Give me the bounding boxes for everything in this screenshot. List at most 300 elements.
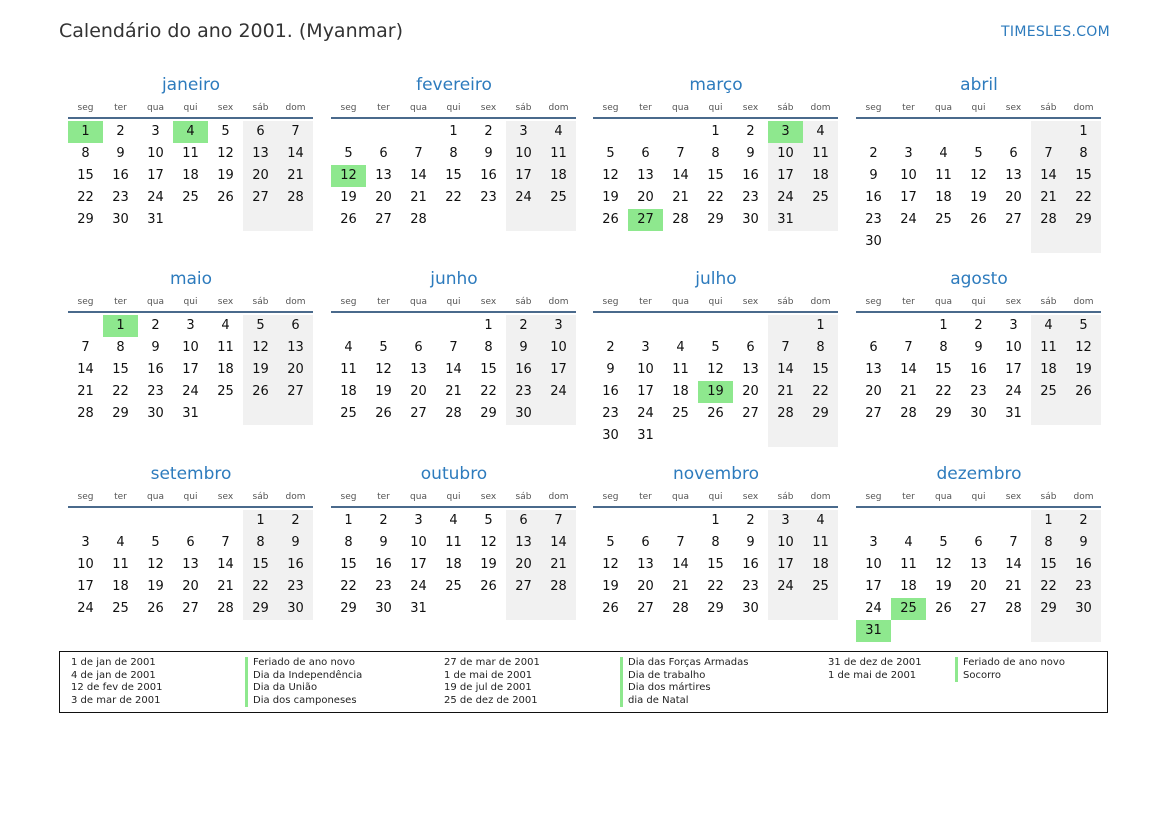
- day-cell: 9: [116, 146, 125, 161]
- day-cell: 27: [410, 406, 427, 421]
- day-cell: 4: [816, 513, 825, 528]
- weekday-label: ter: [114, 492, 127, 502]
- day-cell: 1: [484, 318, 493, 333]
- legend-names-col-3: [955, 657, 1065, 682]
- day-cell: 27: [375, 212, 392, 227]
- day-cell: 23: [112, 190, 129, 205]
- day-cell: 13: [252, 146, 269, 161]
- weekday-label: sáb: [515, 297, 532, 307]
- day-cell: 17: [777, 557, 794, 572]
- day-cell: 22: [340, 579, 357, 594]
- day-cell: 27: [865, 406, 882, 421]
- weekday-label: qui: [971, 297, 986, 307]
- weekday-label: seg: [77, 297, 94, 307]
- weekday-label: qui: [708, 297, 723, 307]
- weekday-label: qua: [935, 297, 952, 307]
- month-name: novembro: [672, 464, 760, 484]
- day-cell: 7: [781, 340, 790, 355]
- day-cell: 4: [344, 340, 353, 355]
- day-cell: 1: [1044, 513, 1053, 528]
- day-cell: 4: [676, 340, 685, 355]
- day-cell: 13: [515, 535, 532, 550]
- month-name: julho: [695, 269, 737, 289]
- day-cell: 9: [746, 535, 755, 550]
- day-cell: 18: [900, 579, 917, 594]
- day-cell: 25: [112, 601, 129, 616]
- day-cell: 11: [672, 362, 689, 377]
- day-cell: 8: [256, 535, 265, 550]
- weekday-label: qui: [708, 492, 723, 502]
- day-cell: 14: [77, 362, 94, 377]
- day-cell: 6: [519, 513, 528, 528]
- day-cell: 21: [287, 168, 304, 183]
- day-cell: 17: [147, 168, 164, 183]
- day-cell: 10: [1005, 340, 1022, 355]
- day-cell: 8: [484, 340, 493, 355]
- weekday-label: qua: [410, 297, 427, 307]
- day-cell: 20: [1005, 190, 1022, 205]
- day-cell: 20: [515, 557, 532, 572]
- weekday-label: seg: [865, 103, 882, 113]
- day-cell: 6: [291, 318, 300, 333]
- weekday-label: sex: [217, 297, 234, 307]
- day-cell: 9: [379, 535, 388, 550]
- day-cell: 8: [711, 146, 720, 161]
- day-cell: 29: [112, 406, 129, 421]
- day-cell: 4: [116, 535, 125, 550]
- day-cell: 22: [707, 190, 724, 205]
- day-cell: 15: [77, 168, 94, 183]
- day-cell: 2: [291, 513, 300, 528]
- day-cell: 28: [217, 601, 234, 616]
- day-cell: 13: [742, 362, 759, 377]
- day-cell: 22: [252, 579, 269, 594]
- day-cell: 27: [970, 601, 987, 616]
- day-cell: 21: [217, 579, 234, 594]
- day-cell: 17: [550, 362, 567, 377]
- day-cell: 11: [935, 168, 952, 183]
- day-cell: 23: [515, 384, 532, 399]
- day-cell: 15: [445, 168, 462, 183]
- day-cell: 26: [217, 190, 234, 205]
- day-cell: 19: [340, 190, 357, 205]
- legend-holiday-name: Dia de trabalho: [620, 670, 748, 683]
- weekday-label: qua: [935, 103, 952, 113]
- day-cell: 14: [777, 362, 794, 377]
- day-cell: 4: [1044, 318, 1053, 333]
- day-cell: 6: [869, 340, 878, 355]
- day-cell: 13: [865, 362, 882, 377]
- day-cell: 22: [1075, 190, 1092, 205]
- day-cell: 1: [449, 124, 458, 139]
- day-cell: 12: [602, 168, 619, 183]
- day-cell: 2: [869, 146, 878, 161]
- day-cell: 20: [637, 579, 654, 594]
- weekday-label: seg: [865, 492, 882, 502]
- day-cell: 21: [900, 384, 917, 399]
- day-cell: 23: [480, 190, 497, 205]
- day-cell: 25: [672, 406, 689, 421]
- day-cell: 21: [77, 384, 94, 399]
- day-cell: 25: [1040, 384, 1057, 399]
- month-name: fevereiro: [416, 75, 492, 95]
- day-cell: 9: [291, 535, 300, 550]
- day-cell: 16: [112, 168, 129, 183]
- day-cell: 23: [742, 190, 759, 205]
- day-cell: 8: [344, 535, 353, 550]
- day-cell: 18: [112, 579, 129, 594]
- day-cell: 24: [182, 384, 199, 399]
- day-cell: 23: [602, 406, 619, 421]
- day-cell: 11: [812, 535, 829, 550]
- day-cell: 4: [904, 535, 913, 550]
- day-cell: 23: [865, 212, 882, 227]
- day-cell: 22: [707, 579, 724, 594]
- day-cell: 2: [606, 340, 615, 355]
- day-cell: 30: [602, 428, 619, 443]
- holiday-day-cell: 12: [331, 165, 366, 187]
- day-cell: 18: [182, 168, 199, 183]
- weekday-label: dom: [1073, 103, 1094, 113]
- weekday-label: dom: [285, 492, 306, 502]
- day-cell: 19: [1075, 362, 1092, 377]
- day-cell: 17: [637, 384, 654, 399]
- day-cell: 11: [182, 146, 199, 161]
- day-cell: 10: [147, 146, 164, 161]
- day-cell: 3: [81, 535, 90, 550]
- day-cell: 13: [375, 168, 392, 183]
- day-cell: 24: [900, 212, 917, 227]
- day-cell: 21: [672, 579, 689, 594]
- day-cell: 25: [182, 190, 199, 205]
- weekday-label: qui: [446, 103, 461, 113]
- day-cell: 4: [449, 513, 458, 528]
- weekday-label: qua: [147, 297, 164, 307]
- day-cell: 6: [746, 340, 755, 355]
- weekday-label: qua: [410, 103, 427, 113]
- day-cell: 18: [812, 168, 829, 183]
- day-cell: 29: [935, 406, 952, 421]
- weekday-label: dom: [810, 103, 831, 113]
- day-cell: 19: [375, 384, 392, 399]
- weekday-label: qui: [971, 492, 986, 502]
- day-cell: 28: [672, 601, 689, 616]
- day-cell: 28: [77, 406, 94, 421]
- weekday-header: [593, 103, 838, 119]
- day-cell: 2: [974, 318, 983, 333]
- legend-date: 1 de mai de 2001: [444, 669, 533, 681]
- day-cell: 23: [375, 579, 392, 594]
- day-cell: 14: [672, 557, 689, 572]
- holiday-day-cell: 3: [768, 121, 803, 143]
- day-cell: 20: [252, 168, 269, 183]
- weekday-label: seg: [602, 297, 619, 307]
- day-cell: 10: [515, 146, 532, 161]
- weekday-label: sáb: [515, 103, 532, 113]
- day-cell: 19: [147, 579, 164, 594]
- legend-date: 1 de jan de 2001: [71, 657, 156, 668]
- holiday-day-cell: 4: [173, 121, 208, 143]
- day-cell: 3: [1009, 318, 1018, 333]
- day-cell: 1: [711, 513, 720, 528]
- legend-holiday-name: Feriado de ano novo: [955, 657, 1065, 670]
- day-cell: 13: [637, 168, 654, 183]
- day-cell: 31: [637, 428, 654, 443]
- day-cell: 19: [602, 579, 619, 594]
- day-cell: 21: [777, 384, 794, 399]
- day-cell: 17: [182, 362, 199, 377]
- day-cell: 8: [116, 340, 125, 355]
- month-name: junho: [430, 269, 478, 289]
- day-cell: 15: [812, 362, 829, 377]
- weekday-header: [593, 297, 838, 313]
- day-cell: 12: [970, 168, 987, 183]
- weekday-label: sex: [1005, 103, 1022, 113]
- day-cell: 30: [970, 406, 987, 421]
- day-cell: 9: [869, 168, 878, 183]
- day-cell: 15: [707, 168, 724, 183]
- day-cell: 14: [550, 535, 567, 550]
- weekday-label: seg: [77, 492, 94, 502]
- day-cell: 16: [865, 190, 882, 205]
- weekday-header: [593, 492, 838, 508]
- day-cell: 3: [414, 513, 423, 528]
- day-cell: 11: [812, 146, 829, 161]
- legend-names-col-2: [620, 657, 748, 707]
- weekday-label: seg: [340, 297, 357, 307]
- day-cell: 28: [777, 406, 794, 421]
- day-cell: 18: [340, 384, 357, 399]
- day-cell: 6: [256, 124, 265, 139]
- day-cell: 30: [742, 601, 759, 616]
- day-cell: 27: [637, 601, 654, 616]
- day-cell: 30: [742, 212, 759, 227]
- day-cell: 7: [554, 513, 563, 528]
- day-cell: 4: [221, 318, 230, 333]
- day-cell: 9: [151, 340, 160, 355]
- weekday-label: sáb: [252, 297, 269, 307]
- day-cell: 7: [676, 146, 685, 161]
- day-cell: 20: [742, 384, 759, 399]
- day-cell: 16: [602, 384, 619, 399]
- weekday-label: sáb: [515, 492, 532, 502]
- day-cell: 25: [217, 384, 234, 399]
- legend-date: 25 de dez de 2001: [444, 694, 538, 706]
- day-cell: 19: [217, 168, 234, 183]
- weekday-label: qua: [935, 492, 952, 502]
- day-cell: 15: [935, 362, 952, 377]
- day-cell: 12: [707, 362, 724, 377]
- day-cell: 27: [252, 190, 269, 205]
- day-cell: 15: [340, 557, 357, 572]
- weekday-label: dom: [285, 297, 306, 307]
- day-cell: 2: [519, 318, 528, 333]
- day-cell: 13: [287, 340, 304, 355]
- weekday-label: sáb: [777, 297, 794, 307]
- day-cell: 7: [1044, 146, 1053, 161]
- day-cell: 10: [777, 146, 794, 161]
- day-cell: 25: [812, 190, 829, 205]
- day-cell: 23: [1075, 579, 1092, 594]
- day-cell: 11: [900, 557, 917, 572]
- day-cell: 13: [182, 557, 199, 572]
- weekday-label: seg: [340, 492, 357, 502]
- day-cell: 6: [641, 146, 650, 161]
- day-cell: 12: [935, 557, 952, 572]
- day-cell: 26: [480, 579, 497, 594]
- day-cell: 12: [602, 557, 619, 572]
- day-cell: 26: [375, 406, 392, 421]
- day-cell: 18: [935, 190, 952, 205]
- day-cell: 3: [151, 124, 160, 139]
- legend-holiday-name: dia de Natal: [620, 695, 748, 708]
- day-cell: 15: [480, 362, 497, 377]
- day-cell: 3: [519, 124, 528, 139]
- weekday-label: dom: [810, 297, 831, 307]
- day-cell: 6: [1009, 146, 1018, 161]
- weekday-label: qua: [147, 103, 164, 113]
- holiday-day-cell: 1: [68, 121, 103, 143]
- weekday-label: ter: [639, 297, 652, 307]
- day-cell: 29: [480, 406, 497, 421]
- day-cell: 10: [900, 168, 917, 183]
- month-name: abril: [960, 75, 998, 95]
- weekday-label: ter: [639, 492, 652, 502]
- weekday-header: [68, 297, 313, 313]
- day-cell: 30: [287, 601, 304, 616]
- day-cell: 26: [602, 601, 619, 616]
- holiday-day-cell: 25: [891, 598, 926, 620]
- day-cell: 14: [1005, 557, 1022, 572]
- day-cell: 5: [939, 535, 948, 550]
- weekday-label: ter: [902, 492, 915, 502]
- day-cell: 1: [816, 318, 825, 333]
- legend-holiday-name: Dia dos camponeses: [245, 695, 362, 708]
- day-cell: 24: [777, 579, 794, 594]
- day-cell: 8: [816, 340, 825, 355]
- day-cell: 19: [935, 579, 952, 594]
- weekday-label: sex: [480, 103, 497, 113]
- day-cell: 28: [672, 212, 689, 227]
- weekday-label: ter: [902, 297, 915, 307]
- day-cell: 8: [1044, 535, 1053, 550]
- day-cell: 9: [484, 146, 493, 161]
- day-cell: 5: [606, 146, 615, 161]
- day-cell: 14: [672, 168, 689, 183]
- weekday-label: sex: [742, 297, 759, 307]
- day-cell: 3: [869, 535, 878, 550]
- day-cell: 29: [77, 212, 94, 227]
- day-cell: 21: [410, 190, 427, 205]
- legend-holiday-name: Dia dos mártires: [620, 682, 748, 695]
- day-cell: 24: [1005, 384, 1022, 399]
- day-cell: 31: [1005, 406, 1022, 421]
- day-cell: 27: [515, 579, 532, 594]
- day-cell: 22: [935, 384, 952, 399]
- day-cell: 26: [147, 601, 164, 616]
- weekday-label: ter: [114, 297, 127, 307]
- weekday-label: seg: [865, 297, 882, 307]
- weekday-label: dom: [1073, 297, 1094, 307]
- day-cell: 16: [970, 362, 987, 377]
- day-cell: 26: [970, 212, 987, 227]
- day-cell: 17: [1005, 362, 1022, 377]
- day-cell: 29: [707, 601, 724, 616]
- day-cell: 24: [77, 601, 94, 616]
- day-cell: 4: [939, 146, 948, 161]
- day-cell: 23: [970, 384, 987, 399]
- day-cell: 1: [256, 513, 265, 528]
- day-cell: 20: [287, 362, 304, 377]
- day-cell: 9: [519, 340, 528, 355]
- day-cell: 14: [900, 362, 917, 377]
- weekday-label: qua: [147, 492, 164, 502]
- day-cell: 28: [410, 212, 427, 227]
- day-cell: 9: [974, 340, 983, 355]
- day-cell: 7: [221, 535, 230, 550]
- day-cell: 9: [746, 146, 755, 161]
- day-cell: 29: [812, 406, 829, 421]
- day-cell: 23: [147, 384, 164, 399]
- day-cell: 8: [1079, 146, 1088, 161]
- day-cell: 26: [252, 384, 269, 399]
- day-cell: 21: [1040, 190, 1057, 205]
- day-cell: 14: [1040, 168, 1057, 183]
- day-cell: 10: [637, 362, 654, 377]
- day-cell: 28: [1040, 212, 1057, 227]
- day-cell: 1: [1079, 124, 1088, 139]
- day-cell: 24: [550, 384, 567, 399]
- legend-date: 31 de dez de 2001: [828, 657, 922, 668]
- weekday-label: qua: [672, 103, 689, 113]
- month-name: dezembro: [936, 464, 1022, 484]
- legend-date: 4 de jan de 2001: [71, 669, 156, 681]
- weekday-label: dom: [1073, 492, 1094, 502]
- day-cell: 5: [484, 513, 493, 528]
- weekday-label: sex: [217, 492, 234, 502]
- day-cell: 15: [112, 362, 129, 377]
- weekday-header: [856, 297, 1101, 313]
- day-cell: 13: [1005, 168, 1022, 183]
- weekday-label: sáb: [252, 103, 269, 113]
- day-cell: 19: [602, 190, 619, 205]
- day-cell: 26: [707, 406, 724, 421]
- day-cell: 16: [375, 557, 392, 572]
- weekday-label: sáb: [777, 492, 794, 502]
- month-name: janeiro: [161, 75, 221, 95]
- day-cell: 30: [865, 234, 882, 249]
- day-cell: 8: [711, 535, 720, 550]
- day-cell: 7: [81, 340, 90, 355]
- weekday-label: qua: [672, 492, 689, 502]
- day-cell: 11: [112, 557, 129, 572]
- weekday-header: [331, 492, 576, 508]
- day-cell: 28: [287, 190, 304, 205]
- day-cell: 27: [287, 384, 304, 399]
- day-cell: 6: [186, 535, 195, 550]
- day-cell: 30: [112, 212, 129, 227]
- day-cell: 20: [375, 190, 392, 205]
- day-cell: 16: [742, 557, 759, 572]
- day-cell: 22: [480, 384, 497, 399]
- day-cell: 24: [410, 579, 427, 594]
- day-cell: 3: [641, 340, 650, 355]
- day-cell: 26: [602, 212, 619, 227]
- brand-link[interactable]: TIMESLES.COM: [1001, 24, 1110, 40]
- day-cell: 25: [340, 406, 357, 421]
- day-cell: 2: [746, 513, 755, 528]
- day-cell: 17: [865, 579, 882, 594]
